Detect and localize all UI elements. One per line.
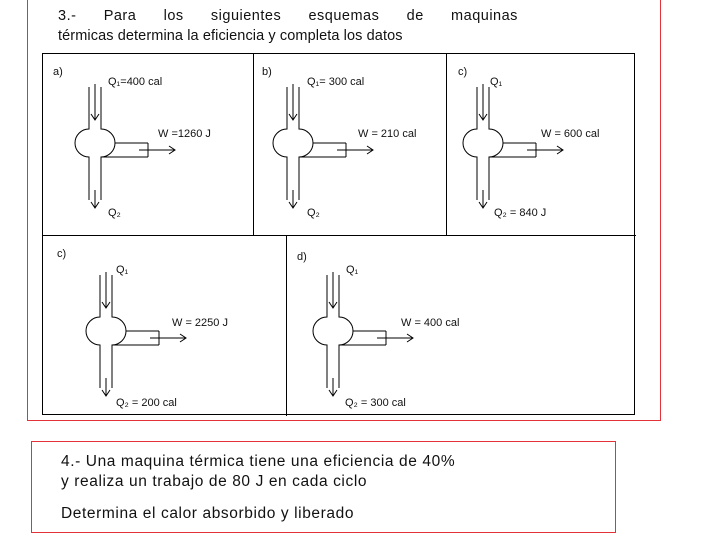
diagram-b-label: b) — [262, 66, 272, 78]
work-label: W = 400 cal — [401, 317, 460, 329]
heat-input-label: Q₁ — [116, 264, 129, 276]
problem3-word: esquemas — [308, 8, 380, 24]
heat-output-label: Q₂ = 200 cal — [116, 397, 177, 409]
problem3-statement — [58, 6, 518, 46]
problem3-word: 3.- — [58, 8, 77, 24]
cell-divider — [286, 235, 287, 416]
diagram-d-label: d) — [297, 251, 307, 263]
problem3-word: de — [406, 8, 424, 24]
work-label: W = 2250 J — [172, 317, 228, 329]
work-label: W =1260 J — [158, 128, 211, 140]
problem4-line3: Determina el calor absorbido y liberado — [61, 505, 355, 522]
diagram-c-label: c) — [458, 66, 468, 78]
heat-input-label: Q₁=400 cal — [108, 76, 163, 88]
problem4-line1: 4.- Una maquina térmica tiene una eficiencia de 40% — [61, 453, 456, 470]
problem3-word: siguientes — [210, 8, 282, 24]
heat-output-label: Q₂ — [307, 207, 320, 219]
heat-engine-diagram-a — [55, 70, 235, 240]
heat-output-label: Q₂ — [108, 207, 121, 219]
problem3-word: maquinas — [451, 8, 518, 24]
heat-input-label: Q₁ — [346, 264, 359, 276]
diagram-c2-label: c) — [57, 248, 67, 260]
work-label: W = 210 cal — [358, 128, 417, 140]
heat-engine-diagram-b — [253, 70, 433, 240]
problem4-statement — [61, 452, 455, 524]
problem4-line2: y realiza un trabajo de 80 J en cada ciclo — [61, 473, 368, 490]
heat-input-label: Q₁ — [490, 76, 503, 88]
diagram-a-label: a) — [53, 66, 63, 78]
problem3-word: los — [163, 8, 184, 24]
heat-output-label: Q₂ = 840 J — [494, 207, 547, 219]
problem3-line1 — [58, 6, 518, 26]
heat-input-label: Q₁= 300 cal — [307, 76, 365, 88]
problem3-line2: térmicas determina la eficiencia y completa los datos — [58, 28, 403, 44]
heat-output-label: Q₂ = 300 cal — [345, 397, 406, 409]
work-label: W = 600 cal — [541, 128, 600, 140]
problem3-word: Para — [103, 8, 137, 24]
